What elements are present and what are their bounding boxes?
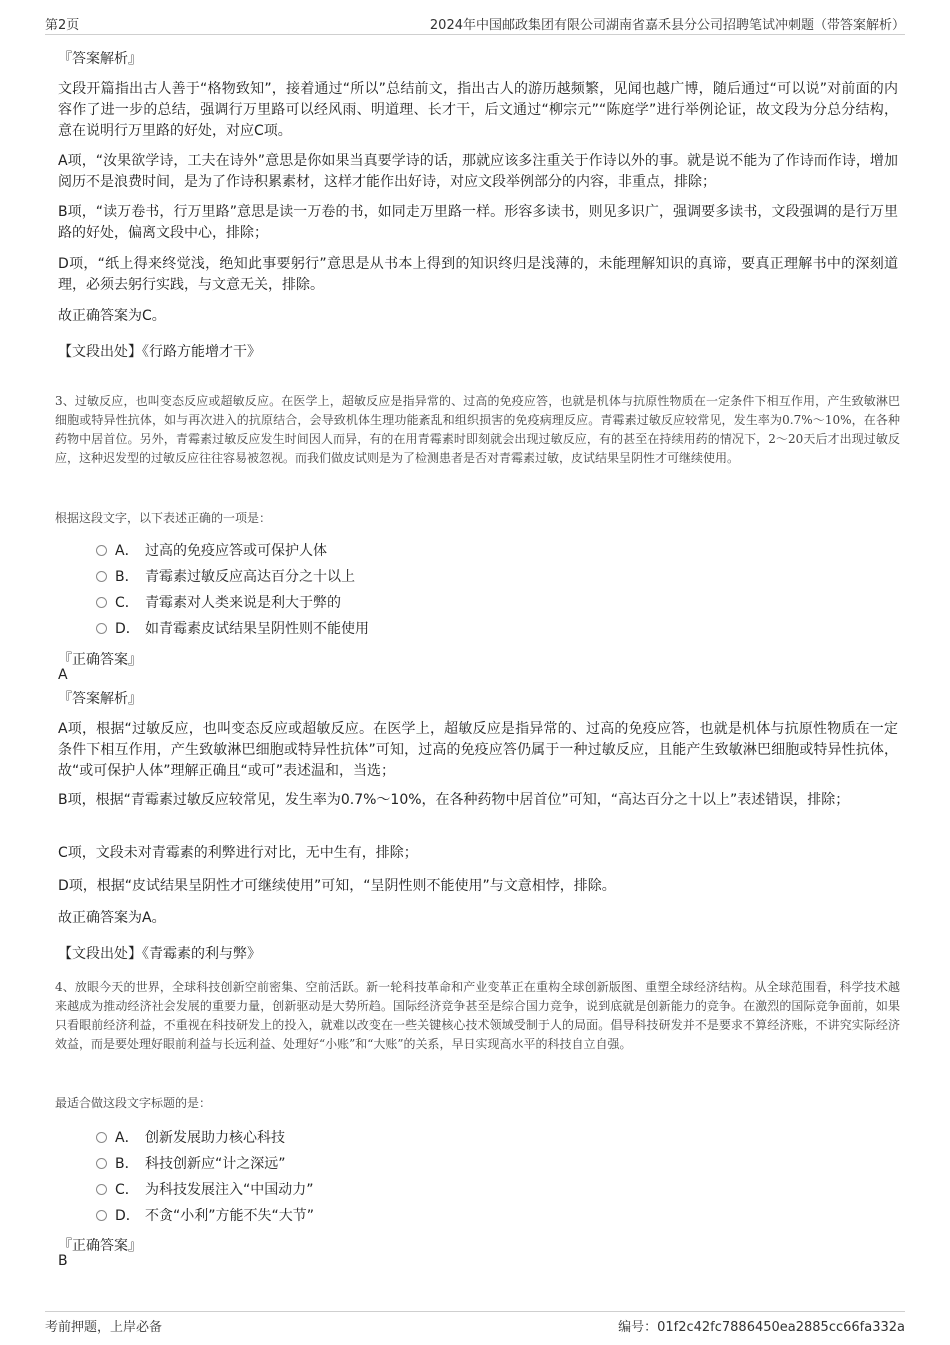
document-title: 2024年中国邮政集团有限公司湖南省嘉禾县分公司招聘笔试冲刺题（带答案解析）	[429, 18, 905, 33]
analysis-paragraph: A项，根据“过敏反应，也叫变态反应或超敏反应。在医学上，超敏反应是指异常的、过高的免疫应答，也就是机体与抗原性物质在一定条件下相互作用，产生致敏淋巴细胞或特异性抗体”可知，过高的免疫应答仍属于一种过敏反应，且能产生致敏淋巴细胞或特异性抗体，故“或可保护人体”理解正确且“或可”表述温和，当选；	[58, 721, 898, 779]
correct-answer: B	[58, 1253, 68, 1269]
option-letter: A．	[115, 1130, 139, 1146]
option-text: 过高的免疫应答或可保护人体	[145, 543, 327, 559]
radio-icon[interactable]	[96, 597, 107, 608]
option-letter: B．	[115, 569, 139, 585]
footer-slogan: 考前押题，上岸必备	[45, 1320, 163, 1335]
page-footer	[45, 1311, 905, 1340]
analysis-label: 『答案解析』	[58, 51, 142, 67]
option-letter: C．	[115, 595, 139, 611]
analysis-paragraph: C项，文段未对青霉素的利弊进行对比，无中生有，排除；	[58, 845, 418, 861]
analysis-paragraph: D项，“纸上得来终觉浅，绝知此事要躬行”意思是从书本上得到的知识终归是浅薄的，未能理解知识的真谛，要真正理解书中的深刻道理，必须去躬行实践，与文意无关，排除。	[58, 256, 898, 293]
option-letter: B．	[115, 1156, 139, 1172]
radio-icon[interactable]	[96, 1132, 107, 1143]
option-text: 不贪“小利”方能不失“大节”	[145, 1208, 315, 1224]
option-text: 科技创新应“计之深远”	[145, 1156, 286, 1172]
source-citation: 【文段出处】《行路方能增才干》	[58, 344, 261, 360]
page-number: 第2页	[45, 18, 80, 33]
option-text: 青霉素过敏反应高达百分之十以上	[145, 569, 355, 585]
source-citation: 【文段出处】《青霉素的利与弊》	[58, 946, 261, 962]
option-text: 为科技发展注入“中国动力”	[145, 1182, 314, 1198]
correct-answer-label: 『正确答案』	[58, 652, 142, 668]
analysis-paragraph: B项，根据“青霉素过敏反应较常见，发生率为0.7%～10%，在各种药物中居首位”可知，“高达百分之十以上”表述错误，排除；	[58, 792, 850, 808]
question-text: 3、过敏反应，也叫变态反应或超敏反应。在医学上，超敏反应是指异常的、过高的免疫应答，也就是机体与抗原性物质在一定条件下相互作用，产生致敏淋巴细胞或特异性抗体，如与再次进入的抗原结合，会导致机体生理功能紊乱和组织损害的免疫病理反应。青霉素过敏反应较常见，发生率为0.7%～10%，在各种药物中居首位。另外，青霉素过敏反应发生时间因人而异，有的在用青霉素时即刻就会出现过敏反应，有的甚至在持续用药的情况下，2～20天后才出现过敏反应，这种迟发型的过敏反应往往容易被忽视。而我们做皮试则是为了检测患者是否对青霉素过敏，皮试结果呈阴性才可继续使用。	[55, 394, 900, 465]
correct-answer-label: 『正确答案』	[58, 1238, 142, 1254]
analysis-paragraph: B项，“读万卷书，行万里路”意思是读一万卷的书，如同走万里路一样。形容多读书，则见多识广，强调要多读书，文段强调的是行万里路的好处，偏离文段中心，排除；	[58, 204, 898, 241]
question-prompt: 最适合做这段文字标题的是：	[55, 1096, 212, 1110]
option-text: 如青霉素皮试结果呈阴性则不能使用	[145, 621, 369, 637]
radio-icon[interactable]	[96, 571, 107, 582]
analysis-paragraph: D项，根据“皮试结果呈阴性才可继续使用”可知，“呈阴性则不能使用”与文意相悖，排除。	[58, 878, 616, 894]
option-letter: D．	[115, 621, 140, 637]
document-id: 编号：01f2c42fc7886450ea2885cc66fa332a	[618, 1320, 905, 1335]
option-text: 创新发展助力核心科技	[145, 1130, 285, 1146]
radio-icon[interactable]	[96, 545, 107, 556]
radio-icon[interactable]	[96, 1184, 107, 1195]
question-text: 4、放眼今天的世界，全球科技创新空前密集、空前活跃。新一轮科技革命和产业变革正在重构全球创新版图、重塑全球经济结构。从全球范围看，科学技术越来越成为推动经济社会发展的重要力量，创新驱动是大势所趋。国际经济竞争甚至是综合国力竞争，说到底就是创新能力的竞争。在激烈的国际竞争面前，如果只看眼前经济利益，不重视在科技研发上的投入，就难以改变在一些关键核心技术领域受制于人的局面。倡导科技研发并不是要求不算经济账，不讲究实际经济效益，而是要处理好眼前利益与长远利益、处理好“小账”和“大账”的关系，早日实现高水平的科技自立自强。	[55, 980, 900, 1051]
option-a[interactable]	[96, 541, 327, 561]
option-text: 青霉素对人类来说是利大于弊的	[145, 595, 341, 611]
page-header	[45, 14, 905, 35]
analysis-conclusion: 故正确答案为A。	[58, 910, 166, 926]
correct-answer: A	[58, 667, 68, 683]
option-letter: A．	[115, 543, 139, 559]
option-b[interactable]	[96, 1154, 286, 1174]
analysis-paragraph: A项，“汝果欲学诗，工夫在诗外”意思是你如果当真要学诗的话，那就应该多注重关于作诗以外的事。就是说不能为了作诗而作诗，增加阅历不是浪费时间，是为了作诗积累素材，这样才能作出好诗，对应文段举例部分的内容，非重点，排除；	[58, 153, 898, 190]
option-letter: D．	[115, 1208, 140, 1224]
option-b[interactable]	[96, 567, 355, 587]
option-a[interactable]	[96, 1128, 285, 1148]
radio-icon[interactable]	[96, 1158, 107, 1169]
option-c[interactable]	[96, 1180, 314, 1200]
radio-icon[interactable]	[96, 1210, 107, 1221]
option-letter: C．	[115, 1182, 139, 1198]
analysis-paragraph: 文段开篇指出古人善于“格物致知”，接着通过“所以”总结前文，指出古人的游历越频繁，见闻也越广博，随后通过“可以说”对前面的内容作了进一步的总结，强调行万里路可以经风雨、明道理、长才干，后文通过“柳宗元”“陈庭学”进行举例论证，故文段为分总分结构，意在说明行万里路的好处，对应C项。	[58, 81, 898, 139]
option-c[interactable]	[96, 593, 341, 613]
radio-icon[interactable]	[96, 623, 107, 634]
option-d[interactable]	[96, 1206, 314, 1226]
option-d[interactable]	[96, 619, 369, 639]
analysis-conclusion: 故正确答案为C。	[58, 308, 166, 324]
question-prompt: 根据这段文字，以下表述正确的一项是：	[55, 511, 272, 525]
analysis-label: 『答案解析』	[58, 691, 142, 707]
